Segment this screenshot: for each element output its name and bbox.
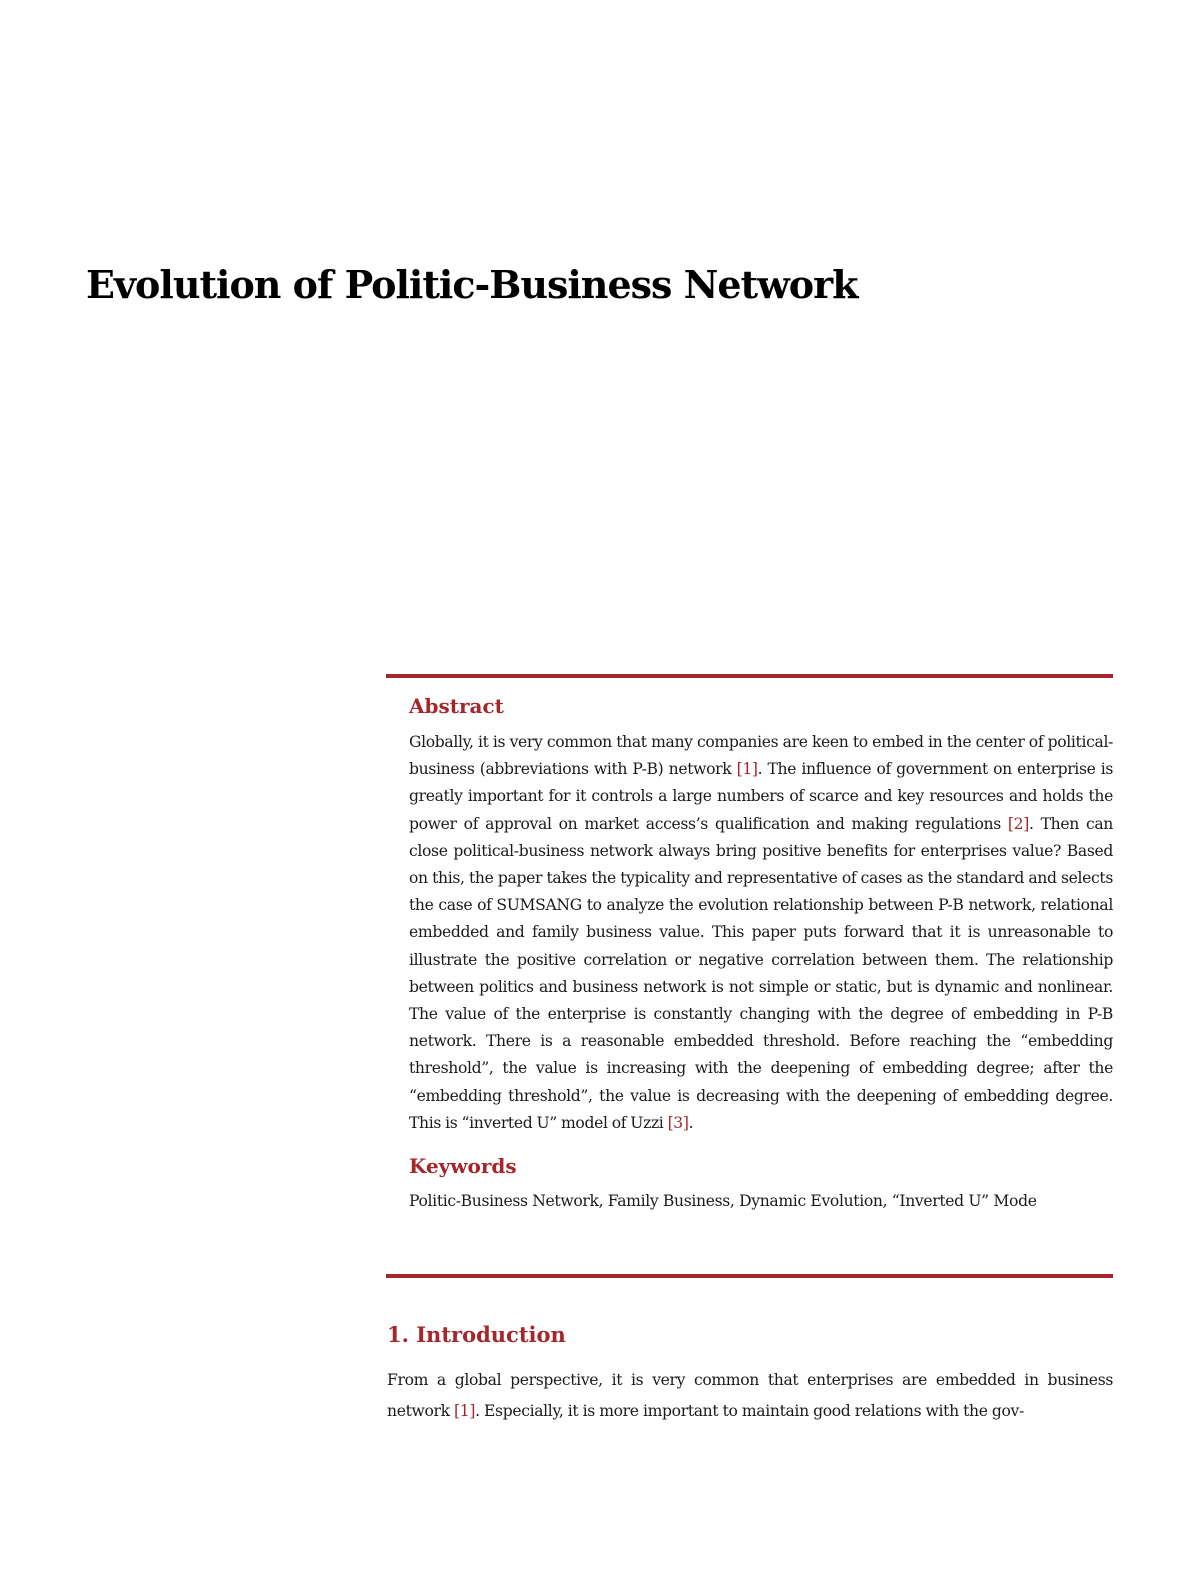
abstract-heading: Abstract xyxy=(409,694,504,718)
abstract-text-part: . Then can close political-business network always bring positive benefits for enterprises value? Based on this, the paper takes the typicality and representative of cases as the standard and selects the case of SUMSANG to analyze the evolution relationship between P-B network, relational embedded and family business value. This paper puts forward that it is unreasonable to illustrate the positive correlation or negative correlation between them. The relationship between politics and business network is not simple or static, but is dynamic and nonlinear. The value of the enterprise is constantly changing with the degree of embedding in P-B network. There is a reasonable embedded threshold. Before reaching the “embedding threshold”, the value is increasing with the deepening of embedding degree; after the “embedding threshold”, the value is decreasing with the deepening of embedding degree. This is “inverted U” model of Uzzi xyxy=(409,814,1113,1132)
introduction-text-part: From a global perspective, it is very common that enterprises are embedded in business network xyxy=(387,1371,1113,1420)
keywords-text: Politic-Business Network, Family Business, Dynamic Evolution, “Inverted U” Mode xyxy=(409,1192,1037,1211)
abstract-text-part: . The influence of government on enterprise is greatly important for it controls a large numbers of scarce and key resources and holds the power of approval on market access’s qualification and making regulations xyxy=(409,760,1113,833)
abstract-section xyxy=(409,694,1113,1215)
paper-title: Evolution of Politic-Business Network xyxy=(86,262,858,307)
introduction-text xyxy=(387,1365,1113,1427)
keywords-heading: Keywords xyxy=(409,1154,517,1179)
abstract-text-part: Globally, it is very common that many companies are keen to embed in the center of political-business (abbreviations with P-B) network xyxy=(409,733,1113,779)
citation-link[interactable]: [1] xyxy=(454,1402,476,1420)
citation-link[interactable]: [1] xyxy=(736,760,758,779)
citation-link[interactable]: [2] xyxy=(1007,814,1029,833)
introduction-section xyxy=(387,1322,1113,1427)
introduction-text-part: . Especially, it is more important to maintain good relations with the gov- xyxy=(475,1402,1024,1420)
abstract-text xyxy=(409,729,1113,1137)
introduction-heading: 1. Introduction xyxy=(387,1322,566,1347)
abstract-bottom-rule xyxy=(386,1274,1113,1278)
abstract-text-part: . xyxy=(688,1113,694,1132)
citation-link[interactable]: [3] xyxy=(667,1113,689,1132)
abstract-top-rule xyxy=(386,674,1113,678)
